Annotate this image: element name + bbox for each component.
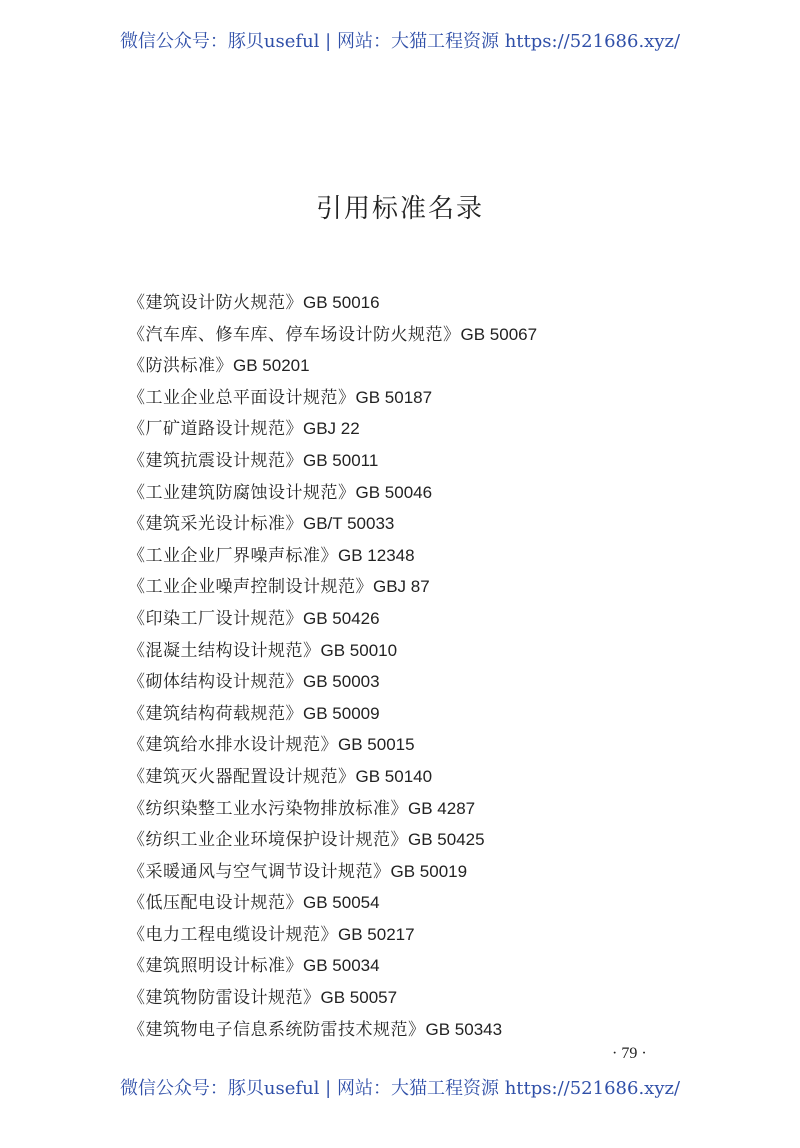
reference-code: GBJ 87 <box>373 577 430 597</box>
reference-code: GB 50003 <box>303 672 380 692</box>
reference-name: 《建筑采光设计标准》 <box>128 514 303 535</box>
reference-item <box>128 729 537 761</box>
reference-item <box>128 856 537 888</box>
reference-item <box>128 666 537 698</box>
header-watermark <box>0 30 800 54</box>
reference-code: GB 50067 <box>460 324 538 344</box>
reference-name: 《纺织染整工业水污染物排放标准》 <box>128 798 408 819</box>
page-number: · 79 · <box>612 1045 647 1062</box>
watermark-separator: | <box>325 31 332 52</box>
watermark-url-link[interactable]: https://521686.xyz/ <box>504 1078 681 1099</box>
reference-item <box>128 445 537 477</box>
reference-code: GB 4287 <box>408 798 476 818</box>
watermark-site-label: 网站：大猫工程资源 <box>336 31 499 52</box>
reference-code: GB 50201 <box>233 356 310 376</box>
reference-code: GB 50009 <box>303 703 380 723</box>
reference-code: GB 50019 <box>390 861 468 881</box>
reference-item <box>128 982 537 1014</box>
reference-name: 《低压配电设计规范》 <box>128 893 303 914</box>
reference-item <box>128 635 537 667</box>
reference-code: GB 50016 <box>303 293 380 312</box>
reference-name: 《工业企业厂界噪声标准》 <box>128 545 338 566</box>
reference-code: GB 50426 <box>303 608 380 628</box>
watermark-separator: | <box>325 1078 332 1099</box>
reference-code: GB 50054 <box>303 893 380 913</box>
reference-item <box>128 508 537 540</box>
reference-name: 《防洪标准》 <box>128 356 233 377</box>
watermark-wechat-label: 微信公众号：豚贝useful <box>119 31 320 52</box>
reference-name: 《电力工程电缆设计规范》 <box>128 924 338 945</box>
reference-name: 《厂矿道路设计规范》 <box>128 419 303 440</box>
reference-item <box>128 603 537 635</box>
reference-code: GB 50057 <box>320 988 398 1008</box>
reference-item <box>128 950 537 982</box>
reference-code: GB 50187 <box>355 387 433 407</box>
reference-item <box>128 287 537 319</box>
reference-code: GB 50217 <box>338 924 415 944</box>
watermark-url-link[interactable]: https://521686.xyz/ <box>504 31 681 52</box>
footer-watermark <box>0 1077 800 1101</box>
reference-code: GB 50010 <box>320 640 398 660</box>
reference-code: GBJ 22 <box>303 419 360 439</box>
reference-name: 《建筑设计防火规范》 <box>128 293 303 313</box>
reference-code: GB/T 50033 <box>303 514 395 534</box>
reference-name: 《建筑照明设计标准》 <box>128 956 303 977</box>
reference-item <box>128 350 537 382</box>
reference-item <box>128 382 537 414</box>
reference-name: 《建筑物电子信息系统防雷技术规范》 <box>128 1019 426 1040</box>
reference-item <box>128 571 537 603</box>
page-title: 引用标准名录 <box>315 194 484 224</box>
reference-name: 《工业建筑防腐蚀设计规范》 <box>128 482 356 503</box>
reference-name: 《混凝土结构设计规范》 <box>128 640 321 661</box>
reference-name: 《建筑结构荷载规范》 <box>128 703 303 724</box>
reference-name: 《工业企业噪声控制设计规范》 <box>128 577 373 598</box>
reference-list <box>128 287 537 1045</box>
reference-item <box>128 761 537 793</box>
reference-code: GB 50046 <box>355 482 433 502</box>
reference-name: 《汽车库、修车库、停车场设计防火规范》 <box>128 324 461 345</box>
reference-item <box>128 824 537 856</box>
reference-code: GB 50343 <box>425 1019 503 1039</box>
reference-name: 《砌体结构设计规范》 <box>128 672 303 693</box>
reference-name: 《建筑物防雷设计规范》 <box>128 988 321 1009</box>
reference-item <box>128 698 537 730</box>
reference-name: 《建筑给水排水设计规范》 <box>128 735 338 756</box>
reference-name: 《纺织工业企业环境保护设计规范》 <box>128 830 408 851</box>
watermark-site-label: 网站：大猫工程资源 <box>336 1078 499 1099</box>
reference-name: 《建筑抗震设计规范》 <box>128 450 303 471</box>
reference-code: GB 50425 <box>408 830 485 850</box>
reference-code: GB 50140 <box>355 766 433 786</box>
reference-item <box>128 919 537 951</box>
watermark-wechat-label: 微信公众号：豚贝useful <box>119 1078 320 1099</box>
reference-name: 《印染工厂设计规范》 <box>128 608 303 629</box>
reference-item <box>128 1014 537 1046</box>
reference-name: 《工业企业总平面设计规范》 <box>128 387 356 408</box>
reference-name: 《采暖通风与空气调节设计规范》 <box>128 861 391 882</box>
reference-name: 《建筑灭火器配置设计规范》 <box>128 766 356 787</box>
reference-item <box>128 413 537 445</box>
reference-code: GB 12348 <box>338 545 415 565</box>
reference-item <box>128 319 537 351</box>
reference-item <box>128 540 537 572</box>
reference-item <box>128 887 537 919</box>
reference-item <box>128 477 537 509</box>
reference-item <box>128 793 537 825</box>
reference-code: GB 50015 <box>338 735 415 755</box>
reference-code: GB 50011 <box>303 450 379 470</box>
reference-code: GB 50034 <box>303 956 380 976</box>
